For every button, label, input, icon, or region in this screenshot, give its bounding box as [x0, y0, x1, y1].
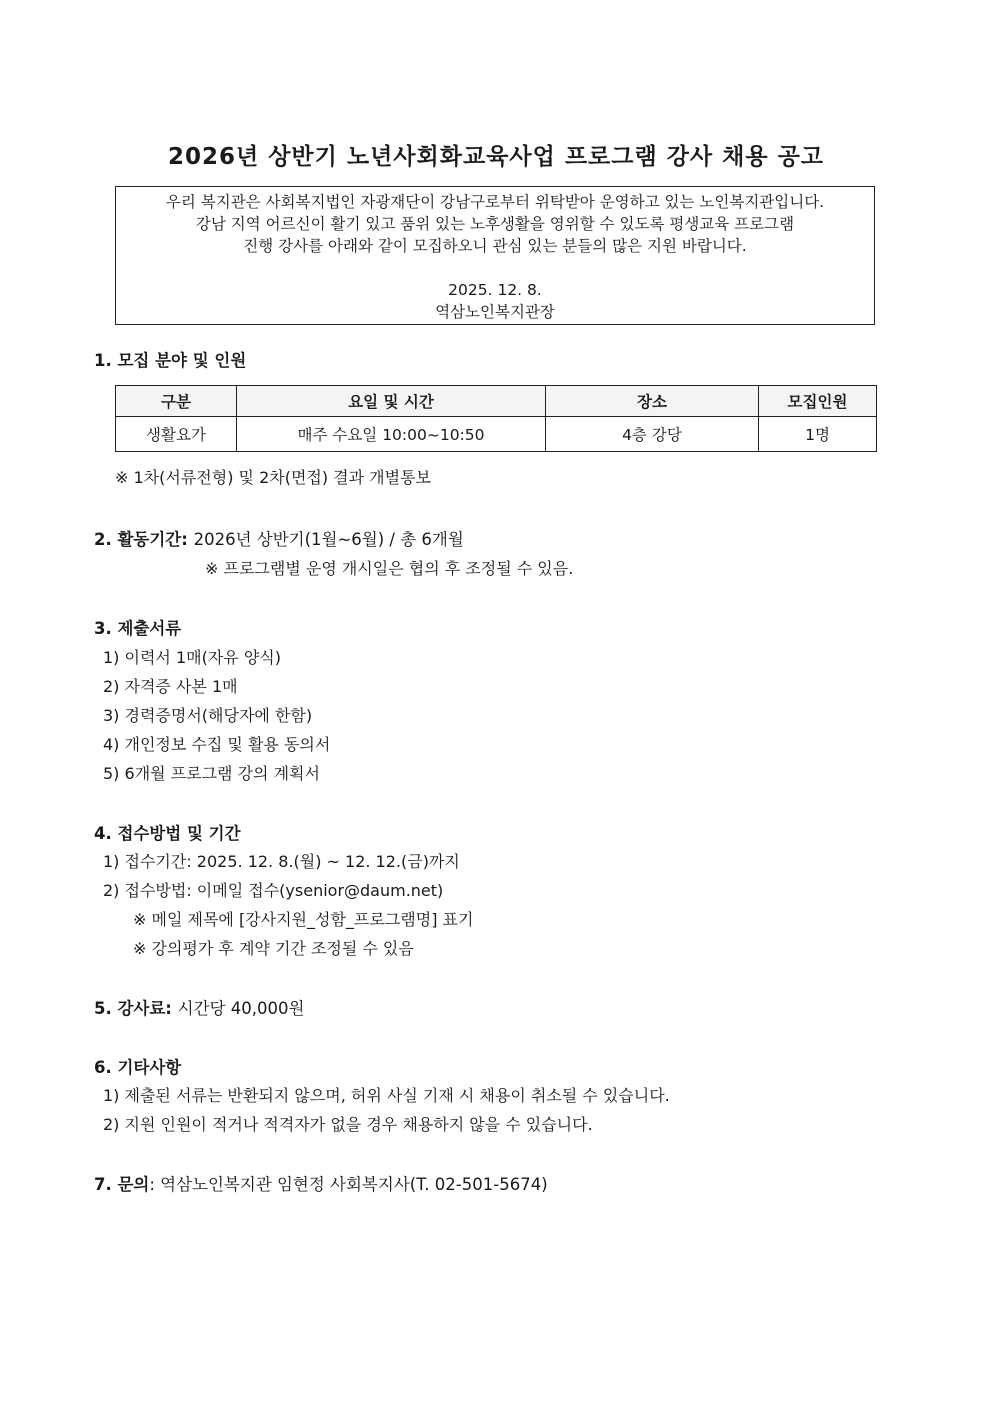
section7-heading: [94, 1171, 548, 1195]
table-header: 요일 및 시간: [237, 386, 546, 417]
section4-note: ※ 강의평가 후 계약 기간 조정될 수 있음: [133, 939, 414, 958]
intro-signer: 역삼노인복지관장: [435, 303, 555, 321]
table-row: [116, 417, 877, 452]
intro-line: 강남 지역 어르신이 활기 있고 품위 있는 노후생활을 영위할 수 있도록 평생교육 프로그램: [195, 215, 795, 233]
intro-date: 2025. 12. 8.: [448, 281, 542, 299]
table-header: 장소: [546, 386, 759, 417]
section5-heading: [94, 995, 304, 1019]
table-cell: 4층 강당: [546, 417, 759, 452]
intro-line: 우리 복지관은 사회복지법인 자광재단이 강남구로부터 위탁받아 운영하고 있는 노인복지관입니다.: [165, 193, 825, 211]
page-title: 2026년 상반기 노년사회화교육사업 프로그램 강사 채용 공고: [167, 144, 825, 170]
section4-note: ※ 메일 제목에 [강사지원_성함_프로그램명] 표기: [133, 910, 474, 929]
section3-title: 3. 제출서류: [94, 619, 182, 638]
intro-line: 진행 강사를 아래와 같이 모집하오니 관심 있는 분들의 많은 지원 바랍니다.: [243, 237, 747, 255]
list-item: 2) 접수방법: 이메일 접수(ysenior@daum.net): [103, 881, 444, 900]
section4-title: 4. 접수방법 및 기간: [94, 824, 241, 843]
table-header: 모집인원: [759, 386, 877, 417]
section2-value: 2026년 상반기(1월~6월) / 총 6개월: [193, 530, 464, 549]
section1-note: ※ 1차(서류전형) 및 2차(면접) 결과 개별통보: [115, 468, 432, 487]
section1-title: 1. 모집 분야 및 인원: [94, 351, 247, 370]
section6-title: 6. 기타사항: [94, 1058, 182, 1077]
table-cell: 생활요가: [116, 417, 237, 452]
section2-note: ※ 프로그램별 운영 개시일은 협의 후 조정될 수 있음.: [205, 559, 574, 578]
list-item: 4) 개인정보 수집 및 활용 동의서: [103, 735, 331, 754]
list-item: 1) 제출된 서류는 반환되지 않으며, 허위 사실 기재 시 채용이 취소될 수 있습니다.: [103, 1086, 670, 1105]
intro-box: [115, 186, 875, 325]
table-header: 구분: [116, 386, 237, 417]
list-item: 1) 이력서 1매(자유 양식): [103, 648, 281, 667]
list-item: 1) 접수기간: 2025. 12. 8.(월) ~ 12. 12.(금)까지: [103, 852, 460, 871]
section7-title: 7. 문의: [94, 1175, 150, 1194]
list-item: 2) 자격증 사본 1매: [103, 677, 238, 696]
list-item: 3) 경력증명서(해당자에 한함): [103, 706, 313, 725]
section5-value: 시간당 40,000원: [177, 999, 305, 1018]
list-item: 2) 지원 인원이 적거나 적격자가 없을 경우 채용하지 않을 수 있습니다.: [103, 1115, 593, 1134]
table-cell: 매주 수요일 10:00~10:50: [237, 417, 546, 452]
list-item: 5) 6개월 프로그램 강의 계획서: [103, 764, 320, 783]
recruitment-table: [115, 385, 877, 452]
section2-title: 2. 활동기간:: [94, 530, 188, 549]
section7-value: : 역삼노인복지관 임현정 사회복지사(T. 02-501-5674): [149, 1175, 548, 1194]
table-header-row: [116, 386, 877, 417]
section5-title: 5. 강사료:: [94, 999, 172, 1018]
section2-heading: [94, 526, 464, 550]
table-cell: 1명: [759, 417, 877, 452]
